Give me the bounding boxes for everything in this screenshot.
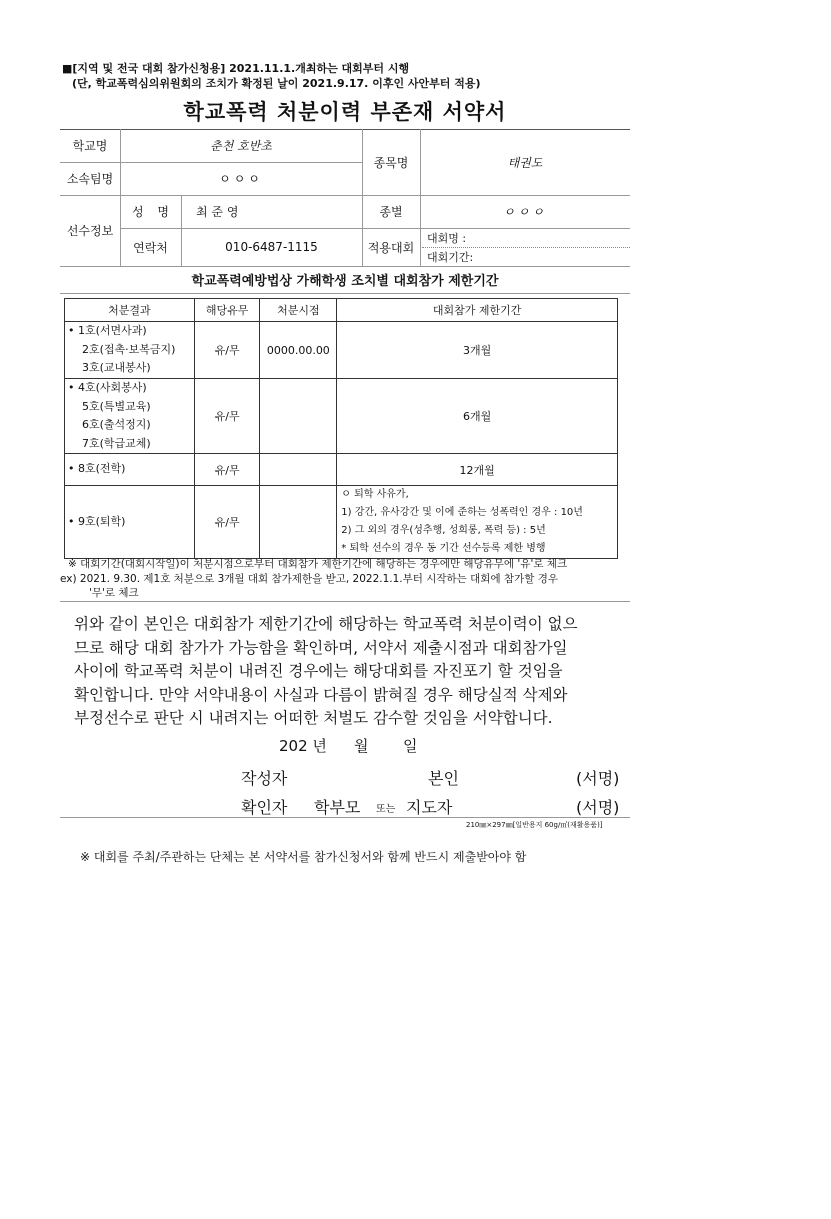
section-divider	[60, 817, 630, 818]
disposition-list: • 9호(퇴학)	[65, 486, 195, 559]
date-day[interactable]: 일	[403, 737, 418, 755]
table-row	[65, 379, 618, 454]
name-value: 최 준 영	[196, 205, 239, 219]
applicable-cell[interactable]: 유/무	[194, 322, 260, 379]
confirmer-coach: 지도자	[406, 798, 453, 817]
restriction-period-cell: 3개월	[337, 322, 618, 379]
table-row	[65, 454, 618, 486]
table-note: ※ 대회기간(대회시작일)이 처분시점으로부터 대회참가 제한기간에 해당하는 경우에만 해당유무에 '유'로 체크	[68, 558, 568, 570]
restriction-table	[64, 298, 618, 559]
section-divider	[60, 601, 630, 602]
paper-spec: 210㎜×297㎜[일반용지 60g/㎡(재활용품)]	[466, 821, 603, 829]
category-value: ㅇㅇㅇ	[503, 205, 547, 219]
school-label: 학교명	[72, 139, 108, 153]
notice-line-1: ■[지역 및 전국 대회 참가신청용] 2021.11.1.개최하는 대회부터 시행	[62, 62, 410, 75]
disposition-date-cell[interactable]	[260, 379, 337, 454]
table-example-note-cont: '무'로 체크	[89, 587, 139, 599]
table-example-note: ex) 2021. 9.30. 제1호 처분으로 3개월 대회 참가제한을 받고, 2022.1.1.부터 시작하는 대회에 참가할 경우	[60, 573, 558, 585]
confirmer-or: 또는	[376, 804, 396, 815]
sport-value: 태권도	[507, 155, 543, 170]
contact-label: 연락처	[133, 240, 168, 255]
writer-label: 작성자	[241, 769, 288, 788]
disposition-date-cell[interactable]: 0000.00.00	[260, 322, 337, 379]
section-divider	[60, 293, 630, 294]
name-label: 성 명	[132, 205, 169, 219]
writer-signature[interactable]: (서명)	[576, 769, 620, 788]
disposition-list: • 4호(사회봉사) 5호(특별교육) 6호(출석정지) 7호(학급교체)	[65, 379, 195, 454]
info-row-divider	[60, 266, 630, 267]
disposition-date-cell[interactable]	[260, 454, 337, 486]
expulsion-reasons: ㅇ 퇴학 사유가, 1) 강간, 유사강간 및 이에 준하는 성폭력인 경우 : 10년 2) 그 외의 경우(성추행, 성희롱, 폭력 등) : 5년 * 퇴학 선수의 경우 동 기간 선수등록 제한 병행	[337, 486, 618, 559]
sport-label: 종목명	[373, 155, 409, 170]
header-restriction-period: 대회참가 제한기간	[337, 299, 618, 322]
applicable-cell[interactable]: 유/무	[194, 486, 260, 559]
confirmer-label: 확인자	[241, 798, 288, 817]
date-year[interactable]: 202 년	[279, 737, 327, 755]
disposition-list: • 8호(전학)	[65, 454, 195, 486]
team-value: ㅇㅇㅇ	[219, 172, 263, 186]
applicable-cell[interactable]: 유/무	[194, 454, 260, 486]
school-value: 춘천 호반초	[210, 139, 272, 153]
header-disposition: 처분결과	[65, 299, 195, 322]
category-label: 종별	[379, 205, 403, 219]
competition-name-label: 대회명 :	[427, 232, 467, 245]
document-title: 학교폭력 처분이력 부존재 서약서	[183, 100, 507, 124]
date-month[interactable]: 월	[354, 737, 369, 755]
table-header-row	[65, 299, 618, 322]
disposition-list: • 1호(서면사과) 2호(접촉·보복금지) 3호(교내봉사)	[65, 322, 195, 379]
team-label: 소속팀명	[66, 172, 114, 186]
confirmer-signature[interactable]: (서명)	[576, 798, 620, 817]
competition-period-label: 대회기간:	[427, 251, 474, 264]
restriction-section-title: 학교폭력예방법상 가해학생 조치별 대회참가 제한기간	[191, 274, 499, 289]
competition-label: 적용대회	[367, 240, 415, 255]
confirmer-parent: 학부모	[314, 798, 361, 817]
writer-value: 본인	[428, 769, 459, 788]
footer-note: ※ 대회를 주최/주관하는 단체는 본 서약서를 참가신청서와 함께 반드시 제출받아야 함	[80, 850, 527, 864]
applicable-cell[interactable]: 유/무	[194, 379, 260, 454]
pledge-text: 위와 같이 본인은 대회참가 제한기간에 해당하는 학교폭력 처분이력이 없으 므로 해당 대회 참가가 가능함을 확인하며, 서약서 제출시점과 대회참가일 사이에 학교폭력 처분이 내려진 경우에는 해당대회를 자진포기 할 것임을 확인합니다. 만약 서약내용이 사실과 다름이 밝혀질 경우 해당실적 삭제와 부정선수로 판단 시 내려지는 어떠한 처벌도 감수할 것임을 서약합니다.	[74, 615, 578, 727]
table-row	[65, 486, 618, 559]
player-info-label: 선수정보	[66, 224, 114, 238]
header-disposition-date: 처분시점	[260, 299, 337, 322]
restriction-period-cell: 12개월	[337, 454, 618, 486]
restriction-period-cell: 6개월	[337, 379, 618, 454]
disposition-date-cell[interactable]	[260, 486, 337, 559]
table-row	[65, 322, 618, 379]
header-applicable: 해당유무	[194, 299, 260, 322]
notice-line-2: (단, 학교폭력심의위원회의 조치가 확정된 날이 2021.9.17. 이후인 사안부터 적용)	[72, 77, 481, 90]
contact-value: 010-6487-1115	[225, 240, 318, 254]
